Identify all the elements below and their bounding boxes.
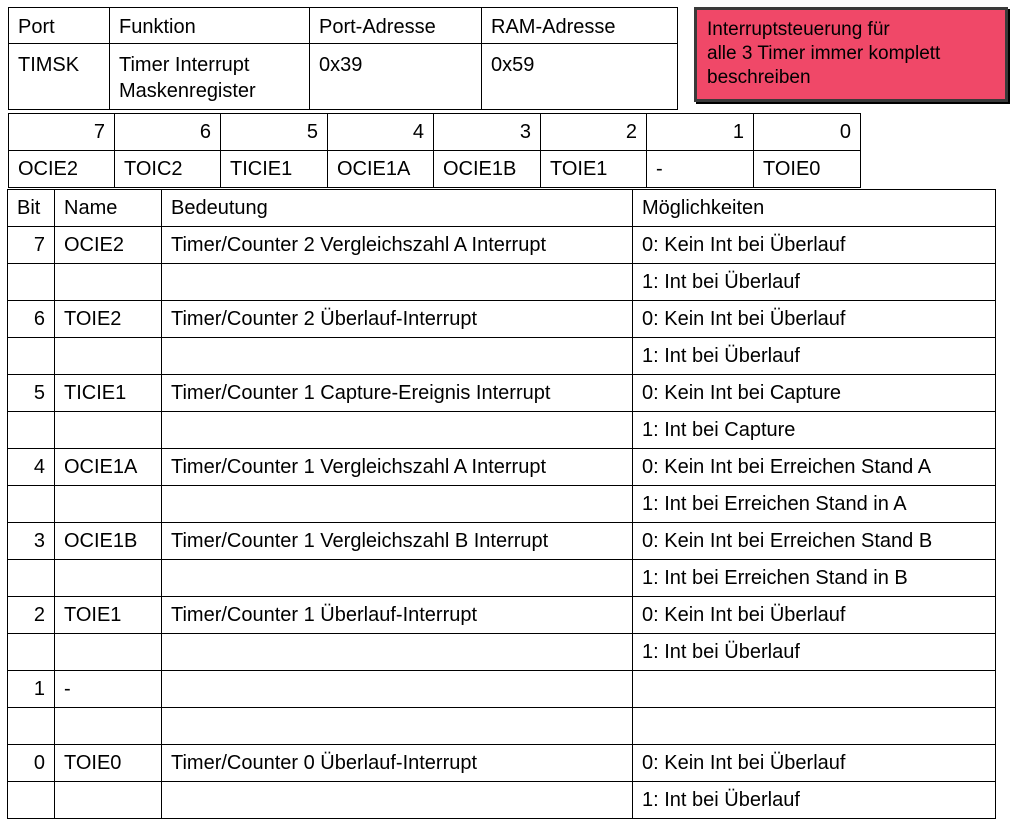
option-1-cell: 1: Int bei Überlauf: [633, 338, 996, 375]
empty-bedeutung-cell: [162, 264, 633, 301]
bedeutung-cell: Timer/Counter 2 Vergleichszahl A Interrupt: [162, 227, 633, 264]
ram-adresse-value: 0x59: [482, 44, 678, 110]
bit-cell: 2: [8, 597, 55, 634]
empty-bit-cell: [8, 634, 55, 671]
detail-row-continuation: [8, 782, 996, 819]
bedeutung-cell: Timer/Counter 2 Überlauf-Interrupt: [162, 301, 633, 338]
funktion-line-1: Timer Interrupt: [119, 54, 250, 76]
bedeutung-cell: Timer/Counter 1 Vergleichszahl A Interrupt: [162, 449, 633, 486]
name-cell: OCIE1A: [55, 449, 162, 486]
bit-cell: 1: [8, 671, 55, 708]
empty-name-cell: [55, 782, 162, 819]
empty-bit-cell: [8, 560, 55, 597]
bit-name: TOIC2: [115, 151, 221, 188]
bedeutung-cell: Timer/Counter 0 Überlauf-Interrupt: [162, 745, 633, 782]
bit-name: -: [647, 151, 754, 188]
empty-bedeutung-cell: [162, 412, 633, 449]
note-line-2: alle 3 Timer immer komplett: [707, 43, 941, 64]
option-0-cell: 0: Kein Int bei Überlauf: [633, 745, 996, 782]
empty-bedeutung-cell: [162, 634, 633, 671]
option-1-cell: 1: Int bei Überlauf: [633, 782, 996, 819]
funktion-header: Funktion: [110, 8, 310, 44]
empty-bedeutung-cell: [162, 782, 633, 819]
port-adresse-value: 0x39: [310, 44, 482, 110]
bit-cell: 0: [8, 745, 55, 782]
funktion-value: [110, 44, 310, 110]
empty-bit-cell: [8, 782, 55, 819]
detail-row: [8, 375, 996, 412]
detail-row: [8, 227, 996, 264]
bit-name: OCIE2: [9, 151, 115, 188]
empty-name-cell: [55, 486, 162, 523]
bit-name: OCIE1B: [434, 151, 541, 188]
name-cell: -: [55, 671, 162, 708]
name-cell: OCIE2: [55, 227, 162, 264]
bit-cell: 5: [8, 375, 55, 412]
name-header: Name: [55, 190, 162, 227]
detail-row-continuation: [8, 708, 996, 745]
bit-register-table: [8, 113, 861, 188]
bit-number-row: [9, 114, 861, 151]
empty-name-cell: [55, 634, 162, 671]
bit-name: TOIE1: [541, 151, 647, 188]
detail-row: [8, 449, 996, 486]
empty-name-cell: [55, 264, 162, 301]
bedeutung-cell: [162, 671, 633, 708]
option-0-cell: [633, 671, 996, 708]
bit-number: 5: [221, 114, 328, 151]
bit-number: 3: [434, 114, 541, 151]
empty-name-cell: [55, 708, 162, 745]
empty-bedeutung-cell: [162, 338, 633, 375]
moeglichkeiten-header: Möglichkeiten: [633, 190, 996, 227]
bit-name: TOIE0: [754, 151, 861, 188]
option-0-cell: 0: Kein Int bei Erreichen Stand B: [633, 523, 996, 560]
detail-row: [8, 745, 996, 782]
funktion-line-2: Maskenregister: [119, 80, 256, 102]
bit-name: OCIE1A: [328, 151, 434, 188]
bedeutung-cell: Timer/Counter 1 Vergleichszahl B Interrupt: [162, 523, 633, 560]
port-header: Port: [9, 8, 110, 44]
detail-row-continuation: [8, 412, 996, 449]
option-0-cell: 0: Kein Int bei Überlauf: [633, 597, 996, 634]
bit-cell: 6: [8, 301, 55, 338]
bit-number: 6: [115, 114, 221, 151]
option-1-cell: 1: Int bei Erreichen Stand in A: [633, 486, 996, 523]
bit-cell: 4: [8, 449, 55, 486]
name-cell: TICIE1: [55, 375, 162, 412]
option-0-cell: 0: Kein Int bei Capture: [633, 375, 996, 412]
bit-cell: 3: [8, 523, 55, 560]
empty-bedeutung-cell: [162, 708, 633, 745]
bit-number: 1: [647, 114, 754, 151]
option-1-cell: [633, 708, 996, 745]
empty-bedeutung-cell: [162, 486, 633, 523]
bedeutung-cell: Timer/Counter 1 Capture-Ereignis Interrupt: [162, 375, 633, 412]
bit-name-row: [9, 151, 861, 188]
option-1-cell: 1: Int bei Überlauf: [633, 634, 996, 671]
empty-name-cell: [55, 412, 162, 449]
port-value: TIMSK: [9, 44, 110, 110]
detail-row: [8, 301, 996, 338]
name-cell: OCIE1B: [55, 523, 162, 560]
detail-row: [8, 597, 996, 634]
option-1-cell: 1: Int bei Überlauf: [633, 264, 996, 301]
detail-row: [8, 523, 996, 560]
ram-adresse-header: RAM-Adresse: [482, 8, 678, 44]
bit-detail-table: [7, 189, 996, 819]
bit-number: 2: [541, 114, 647, 151]
option-0-cell: 0: Kein Int bei Überlauf: [633, 301, 996, 338]
bedeutung-header: Bedeutung: [162, 190, 633, 227]
detail-row: [8, 671, 996, 708]
detail-header-row: [8, 190, 996, 227]
empty-name-cell: [55, 560, 162, 597]
detail-row-continuation: [8, 264, 996, 301]
name-cell: TOIE0: [55, 745, 162, 782]
detail-row-continuation: [8, 338, 996, 375]
bedeutung-cell: Timer/Counter 1 Überlauf-Interrupt: [162, 597, 633, 634]
detail-row-continuation: [8, 486, 996, 523]
option-1-cell: 1: Int bei Capture: [633, 412, 996, 449]
detail-row-continuation: [8, 634, 996, 671]
empty-bit-cell: [8, 412, 55, 449]
empty-bedeutung-cell: [162, 560, 633, 597]
port-address-table: [8, 7, 678, 110]
bit-name: TICIE1: [221, 151, 328, 188]
empty-name-cell: [55, 338, 162, 375]
option-0-cell: 0: Kein Int bei Erreichen Stand A: [633, 449, 996, 486]
port-table-row: [9, 44, 678, 110]
empty-bit-cell: [8, 264, 55, 301]
port-table-header-row: [9, 8, 678, 44]
note-line-1: Interruptsteuerung für: [707, 19, 890, 40]
bit-header: Bit: [8, 190, 55, 227]
empty-bit-cell: [8, 338, 55, 375]
name-cell: TOIE1: [55, 597, 162, 634]
bit-cell: 7: [8, 227, 55, 264]
bit-number: 0: [754, 114, 861, 151]
name-cell: TOIE2: [55, 301, 162, 338]
empty-bit-cell: [8, 486, 55, 523]
interrupt-note: [694, 7, 1008, 102]
empty-bit-cell: [8, 708, 55, 745]
note-line-3: beschreiben: [707, 67, 811, 88]
bit-number: 4: [328, 114, 434, 151]
option-1-cell: 1: Int bei Erreichen Stand in B: [633, 560, 996, 597]
port-adresse-header: Port-Adresse: [310, 8, 482, 44]
bit-number: 7: [9, 114, 115, 151]
detail-row-continuation: [8, 560, 996, 597]
option-0-cell: 0: Kein Int bei Überlauf: [633, 227, 996, 264]
